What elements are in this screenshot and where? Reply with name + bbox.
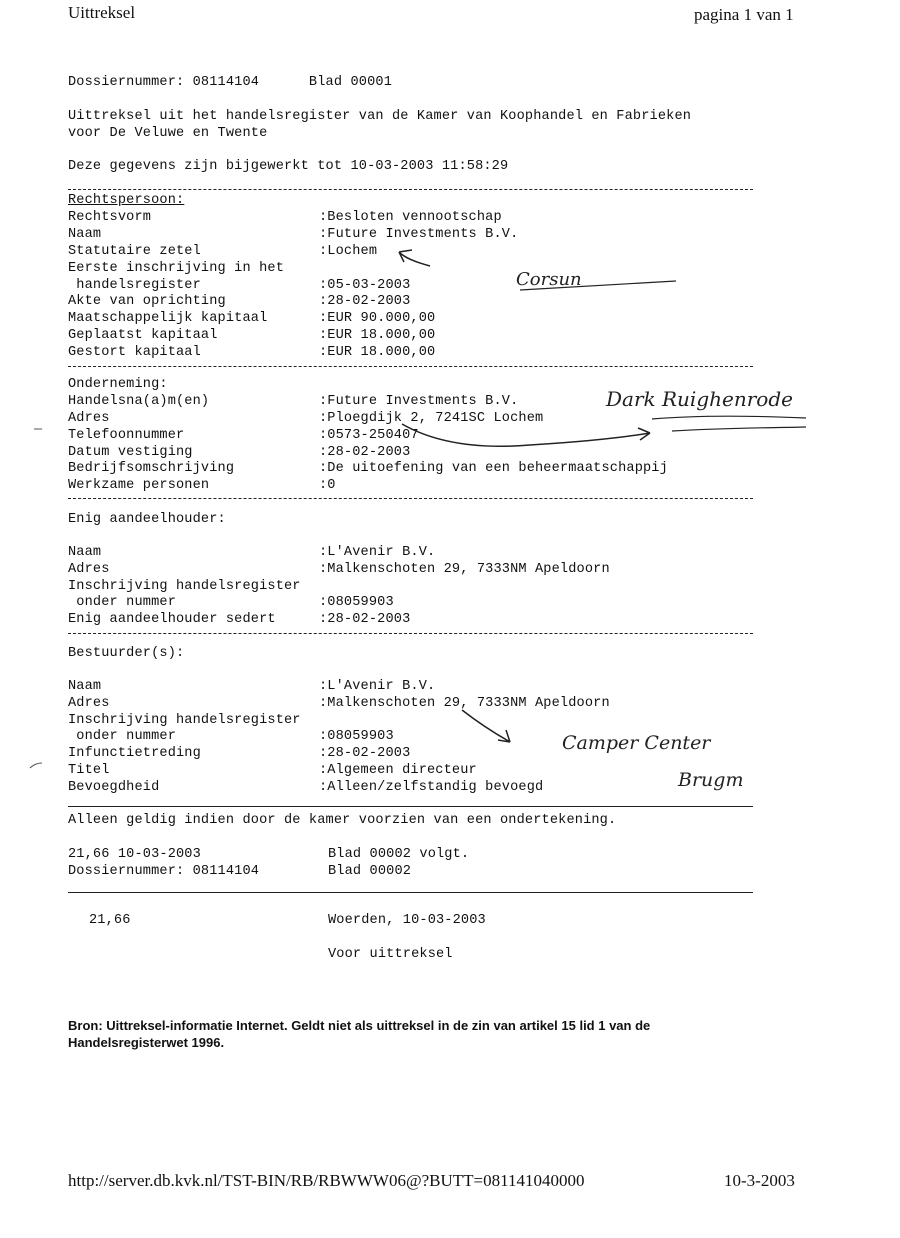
- handwritten-note: Camper Center: [562, 732, 711, 754]
- handwritten-note: Dark Ruighenrode: [606, 387, 793, 411]
- fee-date: 21,66 10-03-2003: [68, 847, 201, 862]
- page-header-title: Uittreksel: [68, 3, 136, 22]
- field-value: :28-02-2003: [319, 294, 411, 309]
- geldig-note: Alleen geldig indien door de kamer voorzien van een ondertekening.: [68, 813, 617, 828]
- field-value: :28-02-2003: [319, 746, 411, 761]
- field-value: :0: [319, 478, 336, 493]
- page-number: pagina 1 van 1: [694, 5, 794, 24]
- field-value: :EUR 90.000,00: [319, 311, 436, 326]
- field-label: Naam: [68, 679, 102, 694]
- field-value: :Algemeen directeur: [319, 763, 477, 778]
- field-value: :Besloten vennootschap: [319, 210, 502, 225]
- field-label: onder nummer: [68, 729, 176, 744]
- field-value: :28-02-2003: [319, 612, 411, 627]
- field-value: :De uitoefening van een beheermaatschappij: [319, 461, 668, 476]
- field-value: :Future Investments B.V.: [319, 227, 519, 242]
- field-label: Rechtsvorm: [68, 210, 152, 225]
- arrow-stroke: [399, 250, 430, 266]
- uittreksel-line-1: Uittreksel uit het handelsregister van de Kamer van Koophandel en Fabrieken: [68, 109, 692, 124]
- field-value: :Malkenschoten 29, 7333NM Apeldoorn: [319, 562, 610, 577]
- section-heading-bestuurder: Bestuurder(s):: [68, 646, 185, 661]
- underline-stroke: [672, 427, 806, 431]
- field-label: Statutaire zetel: [68, 244, 201, 259]
- handwritten-note: Brugm: [678, 769, 744, 791]
- updated-line: Deze gegevens zijn bijgewerkt tot 10-03-2003 11:58:29: [68, 159, 509, 174]
- arrow-stroke: [402, 424, 650, 446]
- field-value: :L'Avenir B.V.: [319, 545, 436, 560]
- section-heading-rechtspersoon: Rechtspersoon:: [68, 193, 185, 208]
- field-label: Naam: [68, 227, 102, 242]
- bron-line-1: Bron: Uittreksel-informatie Internet. Geldt niet als uittreksel in de zin van artikel 15 lid 1 van de: [68, 1018, 651, 1033]
- blad-number: Blad 00002: [328, 864, 412, 879]
- field-value: :EUR 18.000,00: [319, 328, 436, 343]
- field-label: Gestort kapitaal: [68, 345, 201, 360]
- field-label: Geplaatst kapitaal: [68, 328, 218, 343]
- field-label: Adres: [68, 696, 110, 711]
- field-value: :08059903: [319, 595, 394, 610]
- bron-line-2: Handelsregisterwet 1996.: [68, 1035, 225, 1050]
- handwritten-note: Corsun: [516, 269, 582, 290]
- fee-amount: 21,66: [89, 913, 131, 928]
- dossier-line: Dossiernummer: 08114104 Blad 00001: [68, 75, 392, 90]
- field-value: :Lochem: [319, 244, 378, 259]
- underline-stroke: [652, 416, 806, 419]
- margin-mark: [30, 763, 42, 768]
- voor-uittreksel: Voor uittreksel: [328, 947, 453, 962]
- field-label: Datum vestiging: [68, 445, 193, 460]
- field-label: Akte van oprichting: [68, 294, 226, 309]
- arrow-stroke: [462, 710, 510, 742]
- section-heading-aandeelhouder: Enig aandeelhouder:: [68, 512, 226, 527]
- field-value: :Alleen/zelfstandig bevoegd: [319, 780, 544, 795]
- field-value: :28-02-2003: [319, 445, 411, 460]
- uittreksel-line-2: voor De Veluwe en Twente: [68, 126, 268, 141]
- field-label: Werkzame personen: [68, 478, 210, 493]
- field-value: :Future Investments B.V.: [319, 394, 519, 409]
- field-value: :Ploegdijk 2, 7241SC Lochem: [319, 411, 544, 426]
- field-label: Titel: [68, 763, 110, 778]
- field-label: Bevoegdheid: [68, 780, 160, 795]
- section-heading-onderneming: Onderneming:: [68, 377, 168, 392]
- field-label: Telefoonnummer: [68, 428, 185, 443]
- field-label: onder nummer: [68, 595, 176, 610]
- field-label: handelsregister: [68, 278, 201, 293]
- field-label: Infunctietreding: [68, 746, 201, 761]
- field-label: Adres: [68, 411, 110, 426]
- field-value: :EUR 18.000,00: [319, 345, 436, 360]
- field-label: Handelsna(a)m(en): [68, 394, 210, 409]
- field-label: Enig aandeelhouder sedert: [68, 612, 276, 627]
- woerden-date: Woerden, 10-03-2003: [328, 913, 486, 928]
- dossier-number-footer: Dossiernummer: 08114104: [68, 864, 260, 879]
- field-label: Inschrijving handelsregister: [68, 713, 301, 728]
- field-label: Adres: [68, 562, 110, 577]
- blad-volgt: Blad 00002 volgt.: [328, 847, 470, 862]
- field-label: Inschrijving handelsregister: [68, 579, 301, 594]
- footer-url[interactable]: http://server.db.kvk.nl/TST-BIN/RB/RBWWW06@?BUTT=081141040000: [68, 1171, 585, 1190]
- field-value: :0573-250407: [319, 428, 419, 443]
- field-value: :Malkenschoten 29, 7333NM Apeldoorn: [319, 696, 610, 711]
- field-value: :08059903: [319, 729, 394, 744]
- field-label: Bedrijfsomschrijving: [68, 461, 235, 476]
- field-label: Naam: [68, 545, 102, 560]
- field-value: :L'Avenir B.V.: [319, 679, 436, 694]
- footer-date: 10-3-2003: [724, 1171, 795, 1190]
- field-label: Maatschappelijk kapitaal: [68, 311, 268, 326]
- field-label: Eerste inschrijving in het: [68, 261, 284, 276]
- field-value: :05-03-2003: [319, 278, 411, 293]
